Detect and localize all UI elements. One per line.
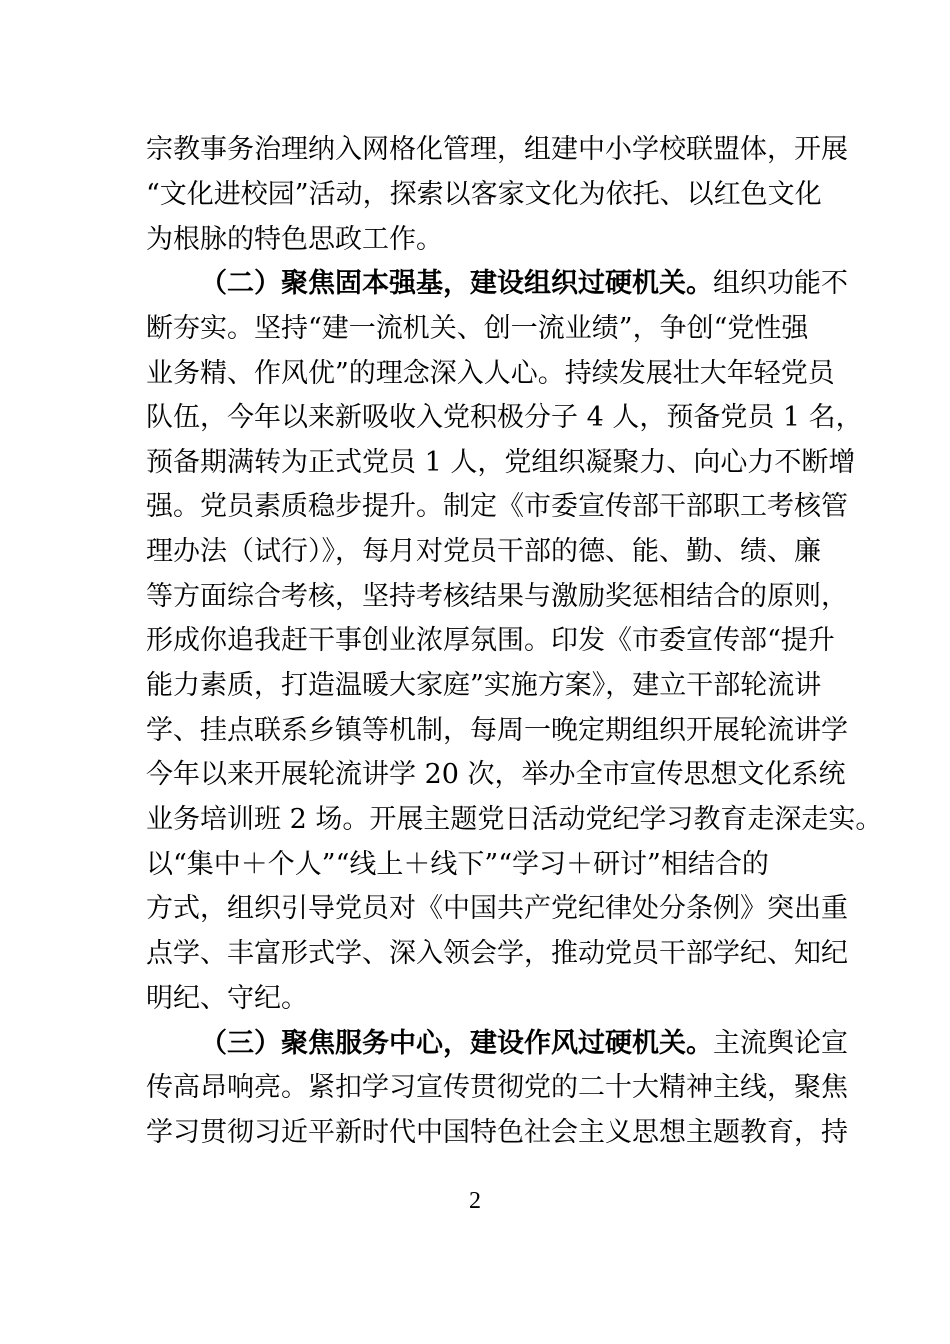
page-number: 2 [469, 1188, 481, 1214]
text-line: 能力素质，打造温暖大家庭”实施方案》，建立干部轮流讲 [146, 670, 822, 701]
text-line: 断夯实。坚持“建一流机关、创一流业绩”，争创“党性强 [146, 313, 809, 344]
text-line: 学习贯彻习近平新时代中国特色社会主义思想主题教育，持 [146, 1117, 848, 1148]
section-heading: （三）聚焦服务中心，建设作风过硬机关。 [200, 1028, 713, 1059]
text-line: 今年以来开展轮流讲学 20 次，举办全市宣传思想文化系统 [146, 759, 846, 790]
text-line: 等方面综合考核，坚持考核结果与激励奖惩相结合的原则， [146, 581, 848, 612]
text-line: 为根脉的特色思政工作。 [146, 224, 443, 255]
text-line: 传高昂响亮。紧扣学习宣传贯彻党的二十大精神主线，聚焦 [146, 1072, 848, 1103]
text-line: 理办法（试行）》，每月对党员干部的德、能、勤、绩、廉 [146, 536, 821, 567]
text-line: 业务培训班 2 场。开展主题党日活动党纪学习教育走深走实。 [146, 804, 883, 835]
text-line: “文化进校园”活动，探索以客家文化为依托、以红色文化 [146, 179, 822, 210]
text-line: 宗教事务治理纳入网格化管理，组建中小学校联盟体，开展 [146, 134, 848, 165]
section-heading: （二）聚焦固本强基，建设组织过硬机关。 [200, 268, 713, 299]
text-line: 业务精、作风优”的理念深入人心。持续发展壮大年轻党员 [146, 358, 835, 389]
text-line: 预备期满转为正式党员 1 人，党组织凝聚力、向心力不断增 [146, 447, 856, 478]
text-line: 方式，组织引导党员对《中国共产党纪律处分条例》突出重 [146, 893, 848, 924]
text-line: 强。党员素质稳步提升。制定《市委宣传部干部职工考核管 [146, 491, 848, 522]
text-line: 队伍，今年以来新吸收入党积极分子 4 人，预备党员 1 名， [146, 402, 863, 433]
text-line: 点学、丰富形式学、深入领会学，推动党员干部学纪、知纪 [146, 938, 848, 969]
text-line: 以“集中＋个人”“线上＋线下”“学习＋研讨”相结合的 [146, 849, 769, 880]
text-line: 明纪、守纪。 [146, 983, 308, 1014]
text-line: 形成你追我赶干事创业浓厚氛围。印发《市委宣传部“提升 [146, 625, 835, 656]
section-heading-line: （二）聚焦固本强基，建设组织过硬机关。组织功能不 [200, 268, 848, 299]
section-heading-line: （三）聚焦服务中心，建设作风过硬机关。主流舆论宣 [200, 1028, 848, 1059]
text-line: 学、挂点联系乡镇等机制，每周一晚定期组织开展轮流讲学 [146, 715, 848, 746]
